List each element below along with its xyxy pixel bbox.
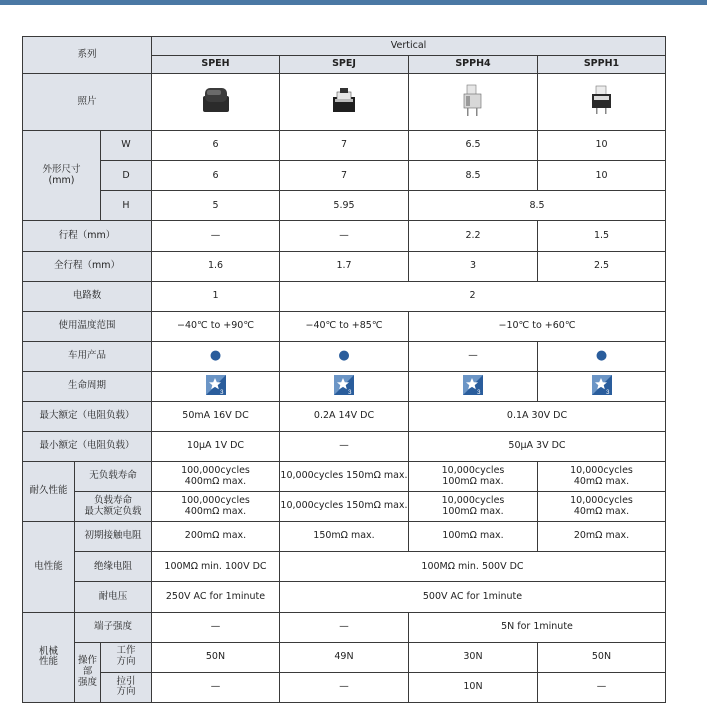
lifecycle-badge-number: 3 — [605, 389, 609, 395]
automotive-dot: ● — [595, 348, 608, 364]
op-temp-label: 使用温度范围 — [23, 311, 152, 341]
photo-label: 照片 — [23, 74, 152, 131]
op-temp-spej: −40℃ to +85℃ — [280, 311, 409, 341]
automotive-spph1 — [538, 341, 666, 371]
pull-direction-label: 拉引 方向 — [101, 672, 152, 702]
operating-dir-speh: 50N — [152, 642, 280, 672]
travel-spph4: 2.2 — [409, 221, 538, 251]
travel-label: 行程（mm） — [23, 221, 152, 251]
voltage-proof-label: 耐电压 — [75, 582, 152, 612]
terminal-strength-spph: 5N for 1minute — [409, 612, 666, 642]
op-temp-spph: −10℃ to +60℃ — [409, 311, 666, 341]
spej-switch-photo — [326, 82, 362, 118]
lifecycle-spph4 — [409, 371, 538, 401]
automotive-dot: ● — [209, 348, 222, 364]
dim-h-speh: 5 — [152, 191, 280, 221]
vertical-header: Vertical — [152, 37, 666, 56]
dim-h-spej: 5.95 — [280, 191, 409, 221]
dim-d-spej: 7 — [280, 161, 409, 191]
travel-speh: — — [152, 221, 280, 251]
total-travel-spej: 1.7 — [280, 251, 409, 281]
circuits-others: 2 — [280, 281, 666, 311]
dim-w-label: W — [101, 131, 152, 161]
spph4-switch-photo — [455, 82, 491, 118]
operating-dir-spej: 49N — [280, 642, 409, 672]
contact-resistance-speh: 200mΩ max. — [152, 522, 280, 552]
automotive-dot: ● — [338, 348, 350, 364]
lifecycle-spej — [280, 371, 409, 401]
circuits-speh: 1 — [152, 281, 280, 311]
terminal-strength-label: 端子强度 — [75, 612, 152, 642]
lifecycle-speh — [152, 371, 280, 401]
spph1-switch-photo — [584, 82, 620, 118]
contact-resistance-spph1: 20mΩ max. — [538, 522, 666, 552]
pull-dir-spph1: — — [538, 672, 666, 702]
total-travel-spph1: 2.5 — [538, 251, 666, 281]
photo-spph4 — [409, 74, 538, 131]
circuits-label: 电路数 — [23, 281, 152, 311]
load-speh: 100,000cycles 400mΩ max. — [152, 492, 280, 522]
lifecycle-badge-number: 3 — [477, 389, 481, 395]
photo-spej — [280, 74, 409, 131]
load-spej: 10,000cycles 150mΩ max. — [280, 492, 409, 522]
max-rating-spph: 0.1A 30V DC — [409, 401, 666, 431]
dim-w-speh: 6 — [152, 131, 280, 161]
no-load-life-label: 无负载寿命 — [75, 462, 152, 492]
lifecycle-label: 生命周期 — [23, 371, 152, 401]
lifecycle-badge-number: 3 — [348, 389, 352, 395]
dim-w-spej: 7 — [280, 131, 409, 161]
lifecycle-badge-icon — [206, 375, 226, 395]
actuator-strength-label: 操作部 强度 — [75, 642, 101, 702]
electrical-label: 电性能 — [23, 522, 75, 612]
lifecycle-badge-number: 3 — [219, 389, 223, 395]
automotive-label: 车用产品 — [23, 341, 152, 371]
total-travel-label: 全行程（mm） — [23, 251, 152, 281]
pull-dir-spej: — — [280, 672, 409, 702]
total-travel-spph4: 3 — [409, 251, 538, 281]
load-spph4: 10,000cycles 100mΩ max. — [409, 492, 538, 522]
voltage-proof-others: 500V AC for 1minute — [280, 582, 666, 612]
no-load-spph4: 10,000cycles 100mΩ max. — [409, 462, 538, 492]
contact-resistance-spph4: 100mΩ max. — [409, 522, 538, 552]
terminal-strength-speh: — — [152, 612, 280, 642]
durability-label: 耐久性能 — [23, 462, 75, 522]
operating-dir-spph1: 50N — [538, 642, 666, 672]
lifecycle-badge-icon — [592, 375, 612, 395]
travel-spej: — — [280, 221, 409, 251]
dim-h-label: H — [101, 191, 152, 221]
contact-resistance-label: 初期接触电阻 — [75, 522, 152, 552]
insulation-label: 绝缘电阻 — [75, 552, 152, 582]
min-rating-spej: — — [280, 432, 409, 462]
lifecycle-badge-icon — [334, 375, 354, 395]
min-rating-spph: 50μA 3V DC — [409, 432, 666, 462]
no-load-spej: 10,000cycles 150mΩ max. — [280, 462, 409, 492]
automotive-spej — [280, 341, 409, 371]
speh-switch-photo — [198, 82, 234, 118]
voltage-proof-speh: 250V AC for 1minute — [152, 582, 280, 612]
model-spej: SPEJ — [280, 56, 409, 74]
dimensions-label: 外形尺寸 (mm) — [23, 131, 101, 221]
max-rating-label: 最大额定（电阻负载） — [23, 401, 152, 431]
min-rating-label: 最小额定（电阻负载） — [23, 432, 152, 462]
no-load-speh: 100,000cycles 400mΩ max. — [152, 462, 280, 492]
photo-spph1 — [538, 74, 666, 131]
load-life-label: 负载寿命 最大额定负载 — [75, 492, 152, 522]
load-spph1: 10,000cycles 40mΩ max. — [538, 492, 666, 522]
operating-direction-label: 工作 方向 — [101, 642, 152, 672]
dim-d-label: D — [101, 161, 152, 191]
dim-d-speh: 6 — [152, 161, 280, 191]
travel-spph1: 1.5 — [538, 221, 666, 251]
insulation-others: 100MΩ min. 500V DC — [280, 552, 666, 582]
dim-w-spph1: 10 — [538, 131, 666, 161]
series-header: 系列 — [23, 37, 152, 74]
dim-w-spph4: 6.5 — [409, 131, 538, 161]
max-rating-spej: 0.2A 14V DC — [280, 401, 409, 431]
no-load-spph1: 10,000cycles 40mΩ max. — [538, 462, 666, 492]
op-temp-speh: −40℃ to +90℃ — [152, 311, 280, 341]
operating-dir-spph4: 30N — [409, 642, 538, 672]
photo-speh — [152, 74, 280, 131]
pull-dir-speh: — — [152, 672, 280, 702]
contact-resistance-spej: 150mΩ max. — [280, 522, 409, 552]
max-rating-speh: 50mA 16V DC — [152, 401, 280, 431]
model-spph1: SPPH1 — [538, 56, 666, 74]
total-travel-speh: 1.6 — [152, 251, 280, 281]
terminal-strength-spej: — — [280, 612, 409, 642]
automotive-speh — [152, 341, 280, 371]
lifecycle-badge-icon — [463, 375, 483, 395]
lifecycle-spph1 — [538, 371, 666, 401]
spec-table — [22, 36, 666, 703]
automotive-spph4: — — [409, 341, 538, 371]
dim-d-spph1: 10 — [538, 161, 666, 191]
dim-h-spph: 8.5 — [409, 191, 666, 221]
mechanical-label: 机械 性能 — [23, 612, 75, 703]
insulation-speh: 100MΩ min. 100V DC — [152, 552, 280, 582]
model-speh: SPEH — [152, 56, 280, 74]
model-spph4: SPPH4 — [409, 56, 538, 74]
min-rating-speh: 10μA 1V DC — [152, 432, 280, 462]
dim-d-spph4: 8.5 — [409, 161, 538, 191]
top-accent-bar — [0, 0, 707, 5]
pull-dir-spph4: 10N — [409, 672, 538, 702]
